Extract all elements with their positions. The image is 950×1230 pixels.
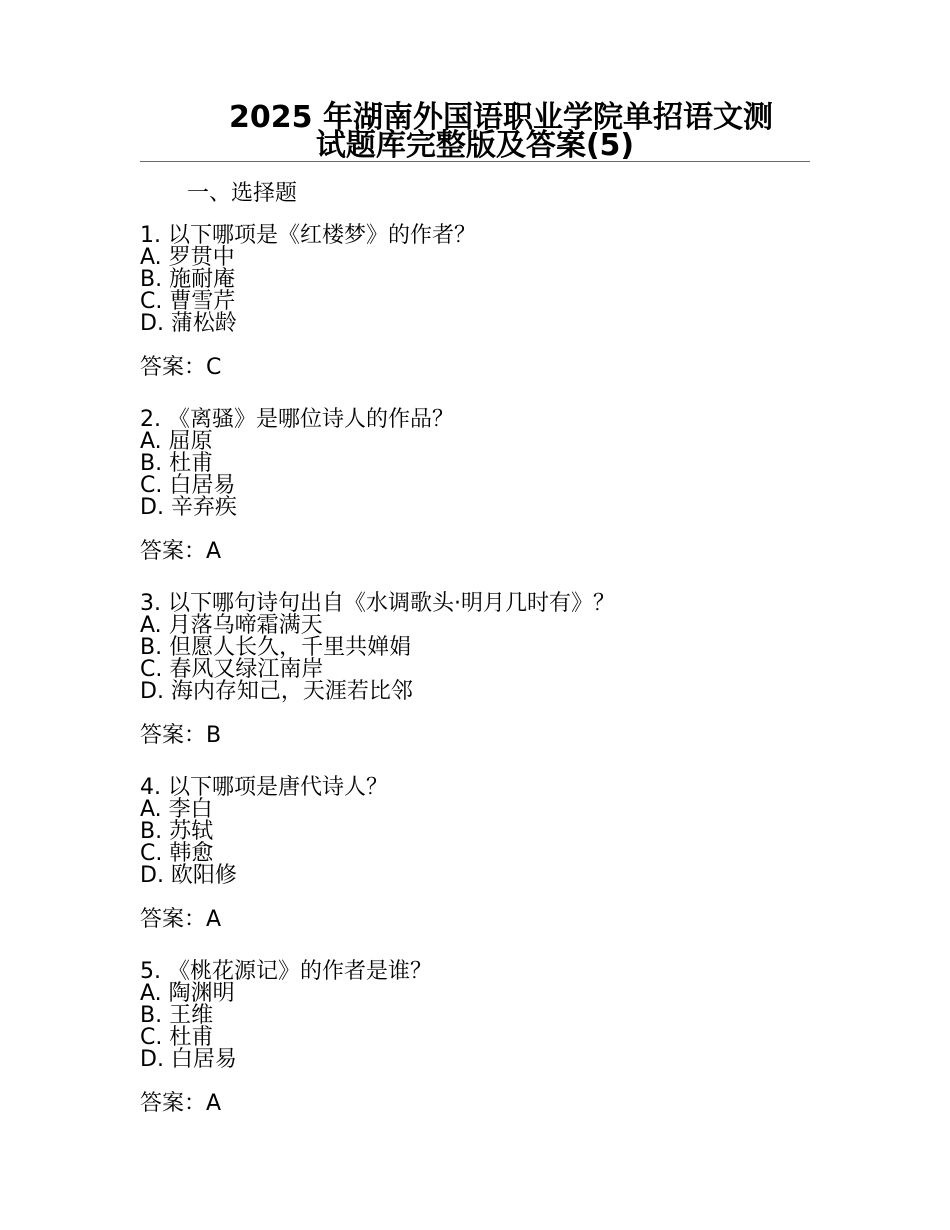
option-b: B. 但愿人长久，千里共婵娟: [140, 635, 412, 660]
answer-line: [140, 725, 820, 747]
title-line-2: 试题库完整版及答案(5): [315, 128, 635, 163]
question-stem: 1. 以下哪项是《红楼梦》的作者？: [140, 223, 476, 248]
option-a: A. 李白: [140, 797, 213, 822]
answer-value: C: [206, 355, 222, 380]
answer-value: A: [206, 1091, 222, 1116]
option-b: B. 苏轼: [140, 819, 214, 844]
title-line-1: 2025 年湖南外国语职业学院单招语文测: [229, 100, 773, 135]
option-c: C. 杜甫: [140, 1025, 214, 1050]
question-stem: 3. 以下哪句诗句出自《水调歌头·明月几时有》？: [140, 591, 615, 616]
option-d: D. 海内存知己，天涯若比邻: [140, 679, 413, 704]
question-4: [140, 777, 820, 931]
answer-value: A: [206, 539, 222, 564]
option-a: A. 罗贯中: [140, 245, 235, 270]
answer-prefix: 答案：: [140, 723, 207, 748]
option-b: B. 杜甫: [140, 451, 214, 476]
option-d: D. 白居易: [140, 1047, 237, 1072]
answer-prefix: 答案：: [140, 907, 207, 932]
question-stem: 2. 《离骚》是哪位诗人的作品？: [140, 407, 454, 432]
question-stem: 4. 以下哪项是唐代诗人？: [140, 775, 388, 800]
document-title: [140, 100, 810, 163]
question-3: [140, 593, 820, 747]
option-c: C. 白居易: [140, 473, 236, 498]
option-a: A. 陶渊明: [140, 981, 235, 1006]
question-2: [140, 409, 820, 563]
question-stem: 5. 《桃花源记》的作者是谁？: [140, 959, 432, 984]
answer-line: [140, 541, 820, 563]
option-c: C. 春风又绿江南岸: [140, 657, 324, 682]
option-d: D. 蒲松龄: [140, 311, 237, 336]
answer-prefix: 答案：: [140, 1091, 207, 1116]
question-5: [140, 961, 820, 1115]
answer-line: [140, 357, 820, 379]
option-c: C. 曹雪芹: [140, 289, 236, 314]
option-d: D. 辛弃疾: [140, 495, 237, 520]
answer-prefix: 答案：: [140, 355, 207, 380]
option-a: A. 月落乌啼霜满天: [140, 613, 323, 638]
option-b: B. 王维: [140, 1003, 214, 1028]
answer-line: [140, 909, 820, 931]
option-c: C. 韩愈: [140, 841, 214, 866]
question-list: [140, 225, 820, 1145]
answer-line: [140, 1093, 820, 1115]
option-a: A. 屈原: [140, 429, 213, 454]
option-b: B. 施耐庵: [140, 267, 236, 292]
answer-value: B: [206, 723, 222, 748]
option-d: D. 欧阳修: [140, 863, 237, 888]
section-heading: 一、选择题: [187, 181, 298, 206]
answer-prefix: 答案：: [140, 539, 207, 564]
title-underline: [140, 161, 810, 162]
question-1: [140, 225, 820, 379]
answer-value: A: [206, 907, 222, 932]
